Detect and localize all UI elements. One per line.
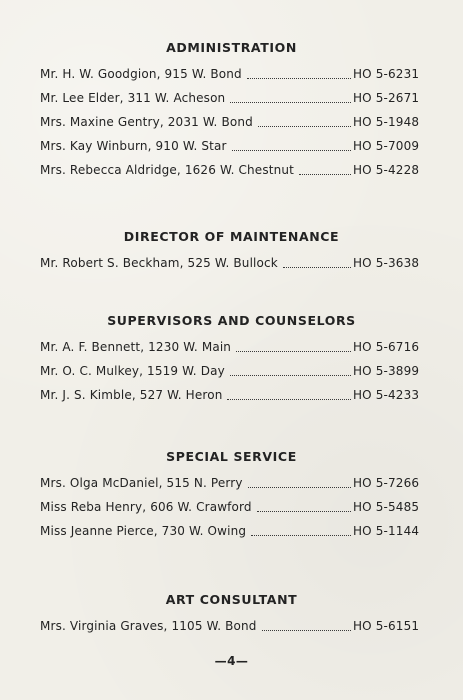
directory-entry <box>0 114 463 138</box>
directory-entry <box>0 475 463 499</box>
dot-leader <box>248 487 351 488</box>
directory-entry <box>0 339 463 363</box>
entry-phone: HO 5-3899 <box>353 364 420 378</box>
section-director-of-maintenance <box>0 229 463 279</box>
dot-leader <box>247 78 351 79</box>
directory-entry <box>0 618 463 642</box>
dot-leader <box>258 126 351 127</box>
entry-phone: HO 5-5485 <box>353 500 420 514</box>
entry-name-address: Mr. A. F. Bennett, 1230 W. Main <box>40 340 232 354</box>
entry-phone: HO 5-3638 <box>353 256 420 270</box>
directory-entry <box>0 255 463 279</box>
section-heading: ADMINISTRATION <box>166 40 297 55</box>
directory-entry <box>0 162 463 186</box>
section-special-service <box>0 449 463 547</box>
section-heading: ART CONSULTANT <box>165 592 298 607</box>
directory-entry <box>0 499 463 523</box>
dot-leader <box>230 375 351 376</box>
directory-entry <box>0 66 463 90</box>
entry-phone: HO 5-4233 <box>353 388 420 402</box>
entry-phone: HO 5-1948 <box>353 115 420 129</box>
entry-phone: HO 5-7009 <box>353 139 420 153</box>
section-heading: SPECIAL SERVICE <box>166 449 297 464</box>
dot-leader <box>230 102 351 103</box>
section-heading: DIRECTOR OF MAINTENANCE <box>123 229 340 244</box>
entry-name-address: Mr. O. C. Mulkey, 1519 W. Day <box>40 364 225 378</box>
entry-name-address: Mrs. Kay Winburn, 910 W. Star <box>40 139 227 153</box>
dot-leader <box>262 630 351 631</box>
entry-name-address: Mr. Robert S. Beckham, 525 W. Bullock <box>40 256 278 270</box>
entry-phone: HO 5-6716 <box>353 340 420 354</box>
entry-phone: HO 5-6231 <box>353 67 420 81</box>
section-supervisors-and-counselors <box>0 313 463 411</box>
entry-phone: HO 5-2671 <box>353 91 420 105</box>
entry-name-address: Mr. Lee Elder, 311 W. Acheson <box>40 91 226 105</box>
dot-leader <box>236 351 351 352</box>
entry-phone: HO 5-6151 <box>353 619 420 633</box>
dot-leader <box>257 511 351 512</box>
entry-name-address: Mrs. Maxine Gentry, 2031 W. Bond <box>40 115 253 129</box>
entry-name-address: Mrs. Olga McDaniel, 515 N. Perry <box>40 476 243 490</box>
entry-name-address: Mrs. Rebecca Aldridge, 1626 W. Chestnut <box>40 163 294 177</box>
page-number: —4— <box>214 654 249 668</box>
entry-phone: HO 5-4228 <box>353 163 420 177</box>
dot-leader <box>232 150 351 151</box>
entry-phone: HO 5-1144 <box>353 524 420 538</box>
dot-leader <box>299 174 351 175</box>
section-art-consultant <box>0 592 463 642</box>
entry-name-address: Mrs. Virginia Graves, 1105 W. Bond <box>40 619 257 633</box>
entry-name-address: Miss Jeanne Pierce, 730 W. Owing <box>40 524 247 538</box>
section-administration <box>0 40 463 186</box>
entry-phone: HO 5-7266 <box>353 476 420 490</box>
entry-name-address: Mr. J. S. Kimble, 527 W. Heron <box>40 388 223 402</box>
dot-leader <box>227 399 351 400</box>
directory-entry <box>0 523 463 547</box>
directory-entry <box>0 387 463 411</box>
entry-name-address: Miss Reba Henry, 606 W. Crawford <box>40 500 252 514</box>
directory-entry <box>0 90 463 114</box>
directory-entry <box>0 363 463 387</box>
section-heading: SUPERVISORS AND COUNSELORS <box>107 313 356 328</box>
entry-name-address: Mr. H. W. Goodgion, 915 W. Bond <box>40 67 242 81</box>
directory-entry <box>0 138 463 162</box>
dot-leader <box>283 267 351 268</box>
dot-leader <box>251 535 351 536</box>
